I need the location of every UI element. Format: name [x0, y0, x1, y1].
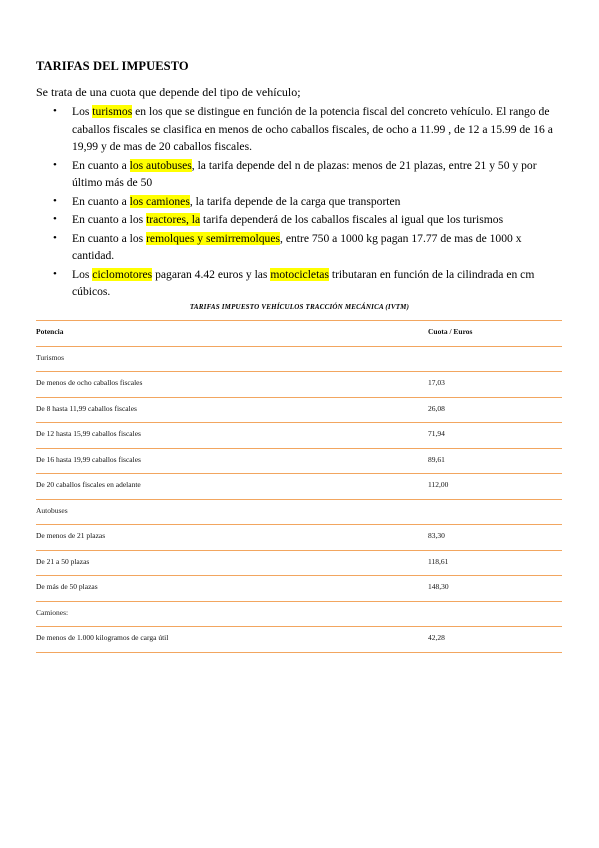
highlight-autobuses: los autobuses — [129, 158, 192, 172]
bullet-item-remolques: • En cuanto a los remolques y semirremolques, entre 750 a 1000 kg pagan 17.77 de mas de 1000 x cantidad. — [53, 231, 522, 262]
table-cell-potencia: De 8 hasta 11,99 caballos fiscales — [36, 403, 137, 413]
highlight-camiones: los camiones — [129, 194, 190, 208]
table-cell-potencia: De más de 50 plazas — [36, 582, 98, 591]
table-row — [36, 474, 562, 500]
table-header-row — [36, 320, 562, 347]
table-row — [36, 372, 562, 398]
table-cell-potencia: De 12 hasta 15,99 caballos fiscales — [36, 429, 141, 438]
table-cell-cuota: 83,30 — [428, 531, 445, 540]
bullet-item-tractores: • En cuanto a los tractores, la tarifa dependerá de los caballos fiscales al igual que los turismos — [36, 211, 566, 229]
table-group-row — [36, 602, 562, 628]
document-title: TARIFAS DEL IMPUESTO — [36, 59, 189, 73]
bullet-dot-icon: • — [53, 267, 57, 280]
table-row — [36, 525, 562, 551]
table-cell-potencia: De 16 hasta 19,99 caballos fiscales — [36, 454, 141, 464]
table-row — [36, 449, 562, 475]
table-cell-cuota: 118,61 — [428, 556, 449, 566]
highlight-remolques: remolques y semirremolques — [146, 231, 281, 245]
table-cell-potencia: De menos de 1.000 kilogramos de carga útil — [36, 633, 169, 642]
table-cell-cuota: 148,30 — [428, 582, 449, 591]
table-row — [36, 423, 562, 449]
table-cell-potencia: De menos de ocho caballos fiscales — [36, 378, 143, 387]
table-group-row — [36, 347, 562, 373]
table-cell-potencia: De 20 caballos fiscales en adelante — [36, 480, 141, 489]
table-cell-potencia: De menos de 21 plazas — [36, 531, 106, 540]
header-potencia: Potencia — [36, 327, 64, 336]
table-group-row — [36, 500, 562, 526]
bullet-dot-icon: • — [53, 194, 57, 207]
bullet-dot-icon: • — [53, 231, 57, 244]
bullet-dot-icon: • — [53, 158, 57, 171]
table-caption: TARIFAS IMPUESTO VEHÍCULOS TRACCIÓN MECÁNICA (IVTM) — [189, 303, 410, 311]
table-cell-cuota: 42,28 — [428, 633, 445, 642]
bullet-item-camiones: • En cuanto a los camiones, la tarifa depende de la carga que transporten — [36, 193, 566, 211]
table-cell-cuota: 26,08 — [428, 403, 445, 413]
highlight-turismos: turismos — [92, 105, 133, 118]
table-cell-potencia: Camiones: — [36, 607, 69, 617]
highlight-tractores: tractores, la — [146, 213, 201, 226]
table-cell-potencia: Autobuses — [36, 505, 68, 515]
table-row — [36, 551, 562, 577]
bullet-item-ciclomotores: • Los ciclomotores pagaran 4.42 euros y las motocicletas tributaran en función de la cilindrada en cm cúbicos. — [53, 267, 535, 298]
table-cell-cuota: 89,61 — [428, 454, 445, 464]
bullet-dot-icon: • — [53, 213, 57, 225]
highlight-motocicletas: motocicletas — [270, 267, 329, 281]
table-row — [36, 576, 562, 602]
tariff-bullet-list — [36, 103, 566, 302]
intro-paragraph: Se trata de una cuota que depende del tipo de vehículo; — [36, 85, 301, 99]
table-cell-cuota: 112,00 — [428, 480, 449, 489]
tariff-table — [36, 320, 562, 653]
table-cell-potencia: De 21 a 50 plazas — [36, 556, 90, 566]
bullet-item-turismos: • Los turismos en los que se distingue en función de la potencia fiscal del concreto vehículo. El rango de caballos fiscales se clasifica en menos de ocho caballos fiscales, de ocho a 11.99 , de 12 a 15.99 de 16 a 19,99 y de mas de 20 caballos fiscales. — [53, 105, 553, 153]
table-body — [36, 347, 562, 653]
bullet-dot-icon: • — [53, 105, 57, 117]
table-cell-cuota: 71,94 — [428, 429, 445, 438]
table-row — [36, 627, 562, 653]
table-cell-cuota: 17,03 — [428, 378, 445, 387]
table-cell-potencia: Turismos — [36, 352, 65, 362]
table-row — [36, 398, 562, 424]
header-cuota: Cuota / Euros — [428, 327, 473, 336]
highlight-ciclomotores: ciclomotores — [92, 267, 153, 281]
bullet-item-autobuses: • En cuanto a los autobuses, la tarifa depende del n de plazas: menos de 21 plazas, entre 21 y 50 y por último más de 50 — [53, 158, 537, 189]
